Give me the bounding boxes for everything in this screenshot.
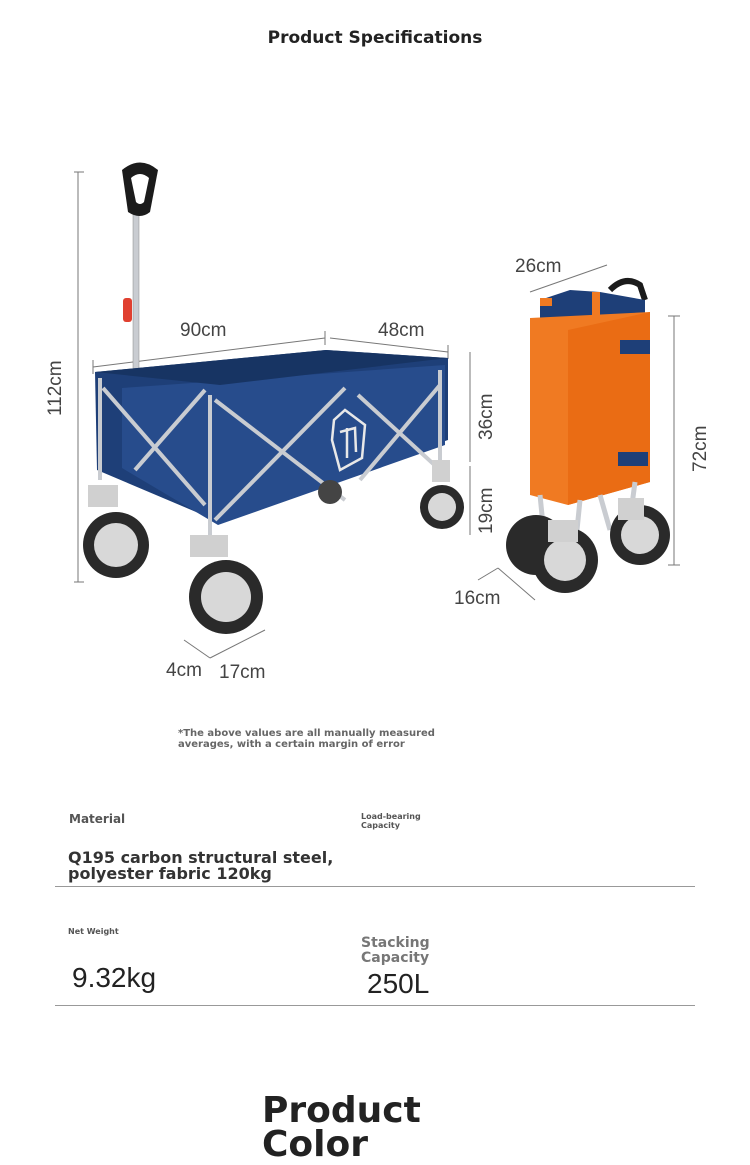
product-color-title: Product Color: [262, 1090, 421, 1165]
dim-ground-clearance: 19cm: [476, 487, 497, 534]
dim-folded-depth: 16cm: [454, 588, 501, 609]
dim-wheel-width: 4cm: [166, 660, 202, 681]
dim-width: 48cm: [378, 320, 425, 341]
divider: [55, 1005, 695, 1006]
stacking-capacity-label: Stacking Capacity: [361, 935, 430, 966]
folded-wagon: [506, 281, 670, 593]
open-wagon: [83, 163, 464, 635]
material-value: Q195 carbon structural steel, polyester fabric 120kg: [68, 848, 334, 883]
dim-length: 90cm: [180, 320, 227, 341]
divider: [55, 886, 695, 887]
dim-basket-depth: 36cm: [476, 393, 497, 440]
stacking-capacity-value: 250L: [367, 968, 430, 999]
dim-folded-width: 26cm: [515, 256, 562, 277]
load-bearing-label: Load-bearing Capacity: [361, 812, 421, 830]
page-title: Product Specifications: [267, 28, 483, 48]
dim-wheel-diameter: 17cm: [219, 662, 266, 683]
dim-height: 112cm: [45, 360, 66, 416]
measurement-note: *The above values are all manually measured averages, with a certain margin of error: [178, 728, 435, 750]
net-weight-value: 9.32kg: [72, 962, 157, 993]
net-weight-label: Net Weight: [68, 927, 119, 936]
material-label: Material: [69, 812, 126, 826]
dim-folded-height: 72cm: [690, 425, 711, 472]
